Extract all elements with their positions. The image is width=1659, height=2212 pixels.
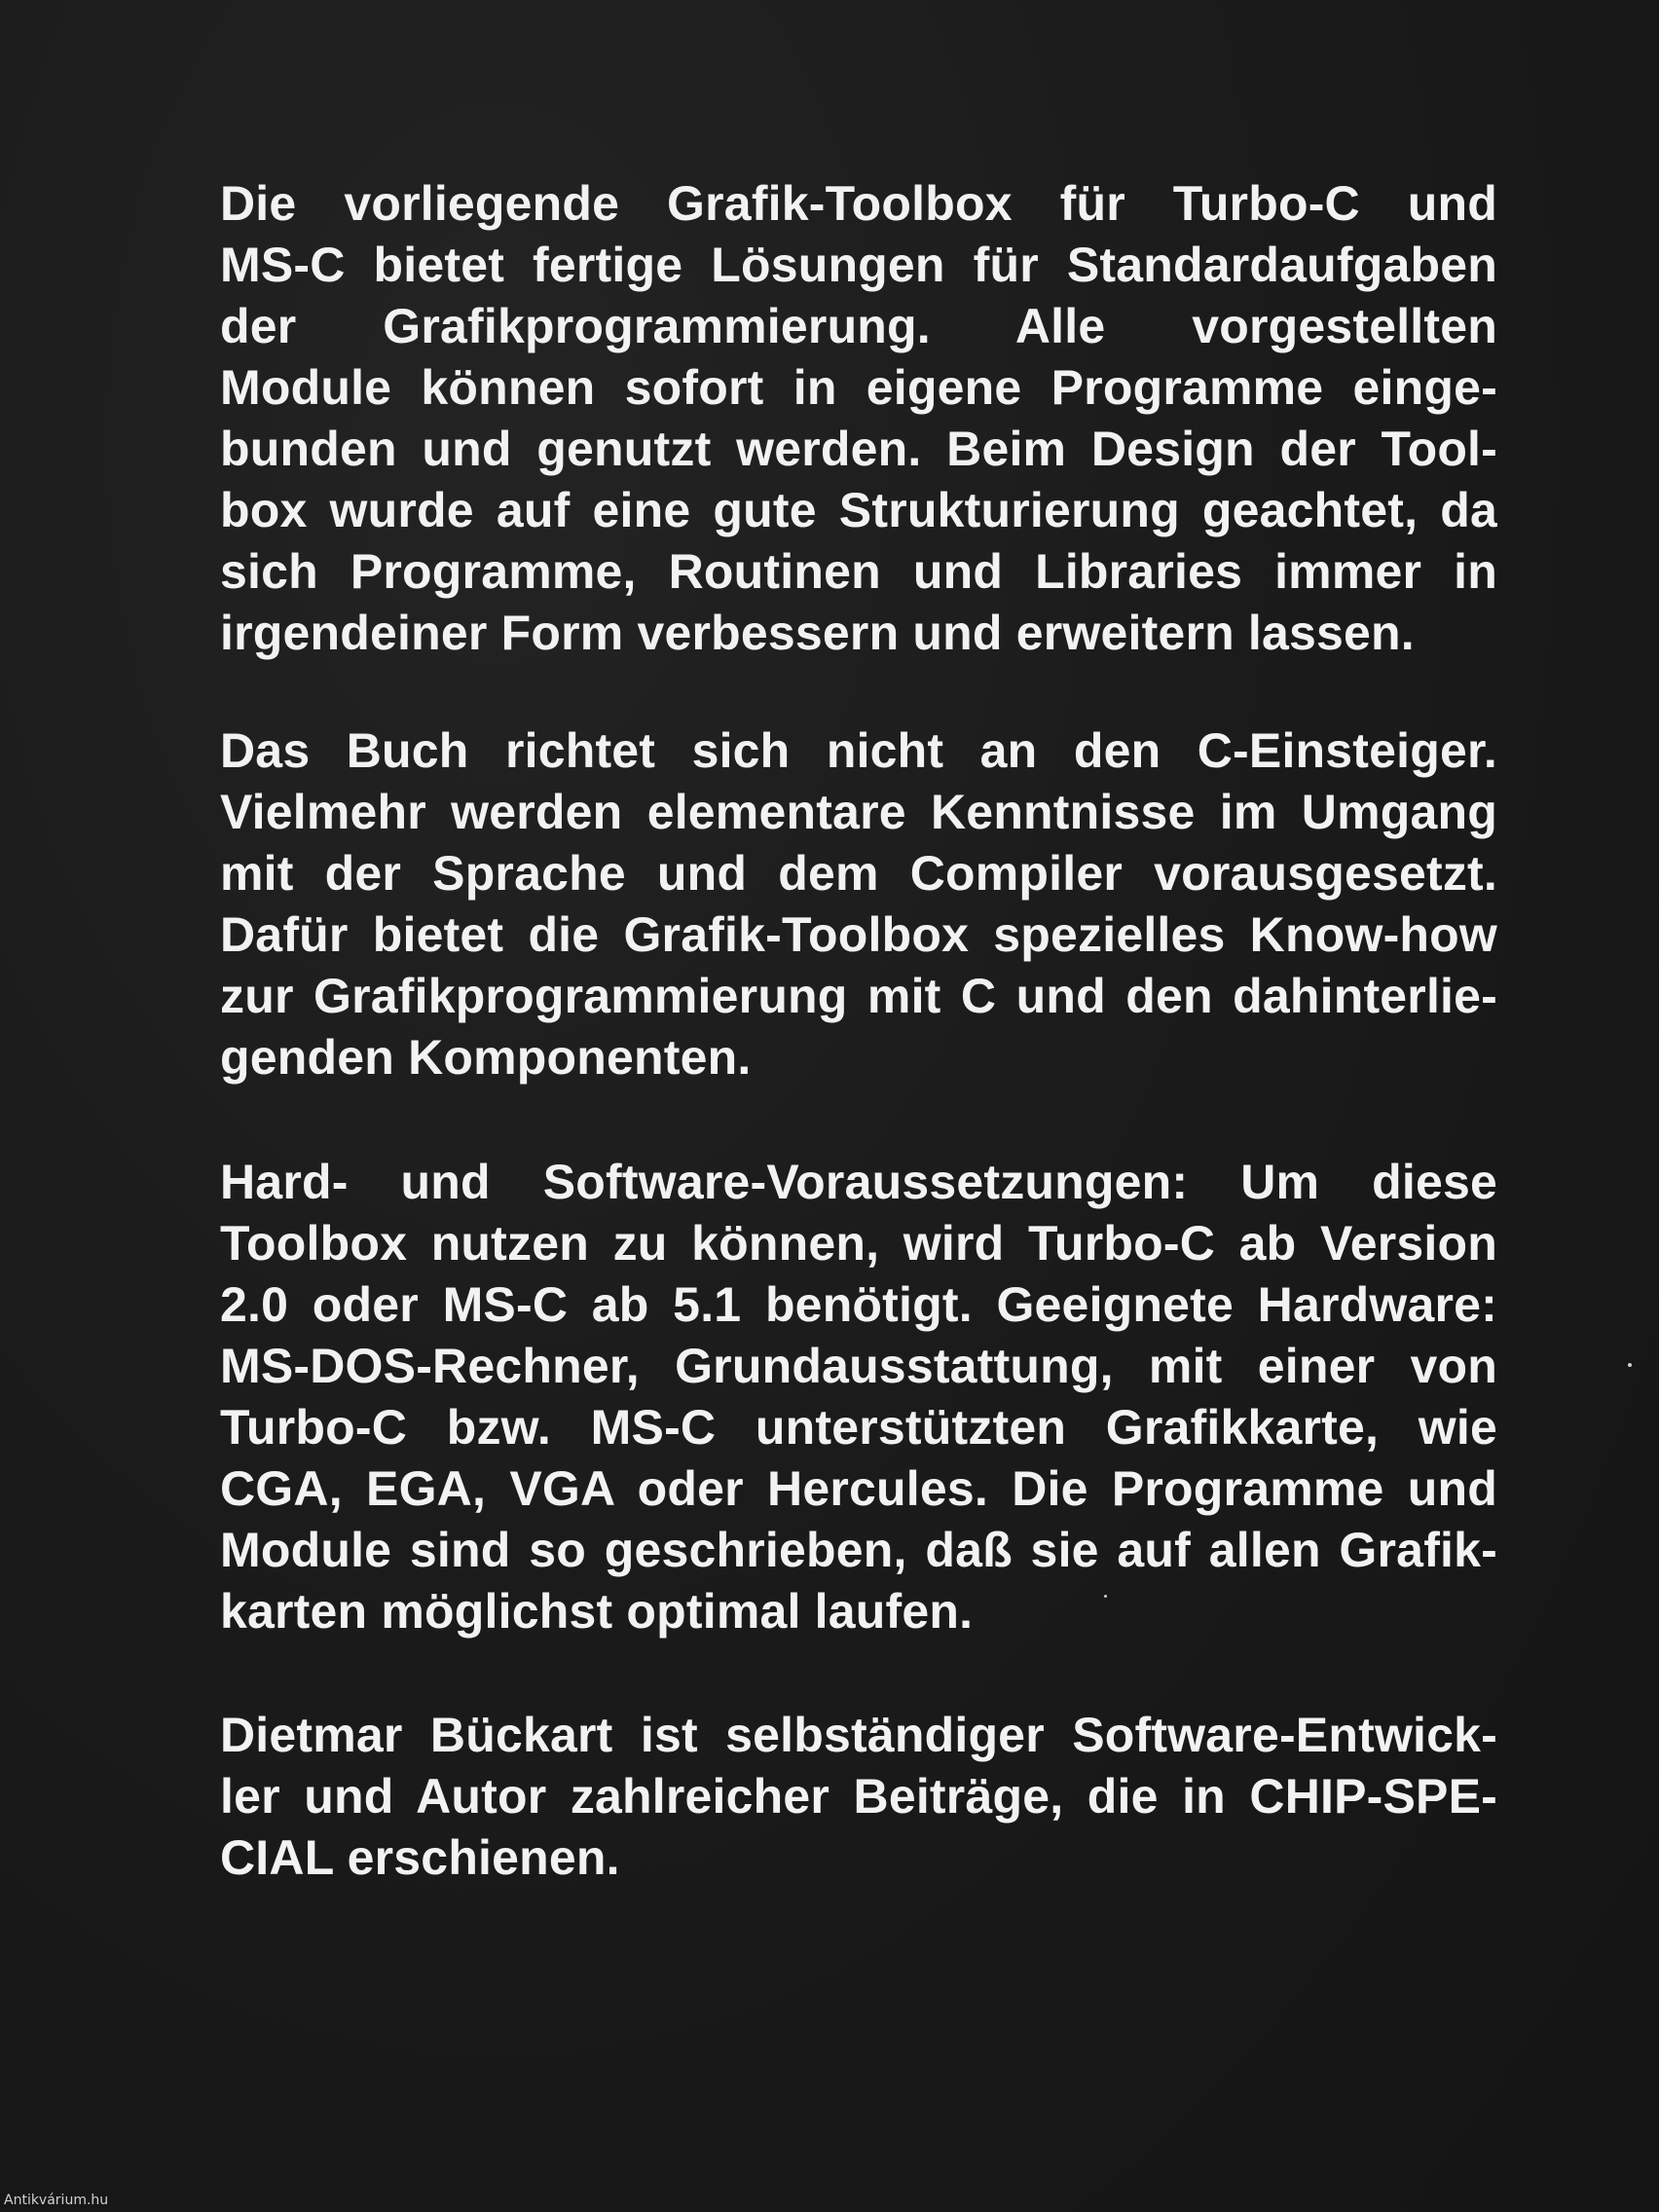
text-line: Module sind so geschrieben, daß sie auf allen Grafik- bbox=[220, 1523, 1497, 1577]
text-line: MS-C bietet fertige Lösungen für Standardaufgaben bbox=[220, 238, 1497, 292]
text-line: mit der Sprache und dem Compiler vorausgesetzt. bbox=[220, 846, 1497, 901]
text-line: Vielmehr werden elementare Kenntnisse im Umgang bbox=[220, 785, 1497, 839]
paragraph-audience bbox=[220, 720, 1497, 1088]
text-line: genden Komponenten. bbox=[220, 1030, 752, 1085]
text-line: MS-DOS-Rechner, Grundausstattung, mit einer von bbox=[220, 1339, 1497, 1393]
paragraph-author bbox=[220, 1705, 1497, 1889]
dust-speck bbox=[1104, 1595, 1107, 1598]
text-line: sich Programme, Routinen und Libraries immer in bbox=[220, 544, 1497, 599]
text-line: irgendeiner Form verbessern und erweitern lassen. bbox=[220, 606, 1415, 660]
dust-speck bbox=[1628, 1363, 1632, 1367]
text-line: karten möglichst optimal laufen. bbox=[220, 1584, 974, 1639]
text-line: box wurde auf eine gute Strukturierung geachtet, da bbox=[220, 483, 1497, 537]
text-line: Das Buch richtet sich nicht an den C-Einsteiger. bbox=[220, 723, 1497, 778]
text-line: Module können sofort in eigene Programme einge- bbox=[220, 360, 1497, 415]
text-line: Die vorliegende Grafik-Toolbox für Turbo-C und bbox=[220, 176, 1497, 231]
text-line: bunden und genutzt werden. Beim Design der Tool- bbox=[220, 422, 1497, 476]
watermark: Antikvárium.hu bbox=[4, 2193, 109, 2208]
text-line: CIAL erschienen. bbox=[220, 1830, 620, 1885]
text-line: CGA, EGA, VGA oder Hercules. Die Programme und bbox=[220, 1461, 1497, 1516]
text-line: Dietmar Bückart ist selbständiger Software-Entwick- bbox=[220, 1708, 1497, 1762]
text-line: Turbo-C bzw. MS-C unterstützten Grafikkarte, wie bbox=[220, 1400, 1497, 1455]
paragraph-requirements bbox=[220, 1152, 1497, 1642]
text-line: Toolbox nutzen zu können, wird Turbo-C ab Version bbox=[220, 1216, 1497, 1271]
text-line: der Grafikprogrammierung. Alle vorgestellten bbox=[220, 299, 1497, 353]
paragraph-description bbox=[220, 173, 1497, 664]
text-line: Dafür bietet die Grafik-Toolbox spezielles Know-how bbox=[220, 907, 1497, 962]
text-line: 2.0 oder MS-C ab 5.1 benötigt. Geeignete Hardware: bbox=[220, 1277, 1497, 1332]
text-line: ler und Autor zahlreicher Beiträge, die in CHIP-SPE- bbox=[220, 1769, 1497, 1824]
text-line: zur Grafikprogrammierung mit C und den dahinterlie- bbox=[220, 969, 1497, 1023]
text-line: Hard- und Software-Voraussetzungen: Um diese bbox=[220, 1155, 1497, 1209]
